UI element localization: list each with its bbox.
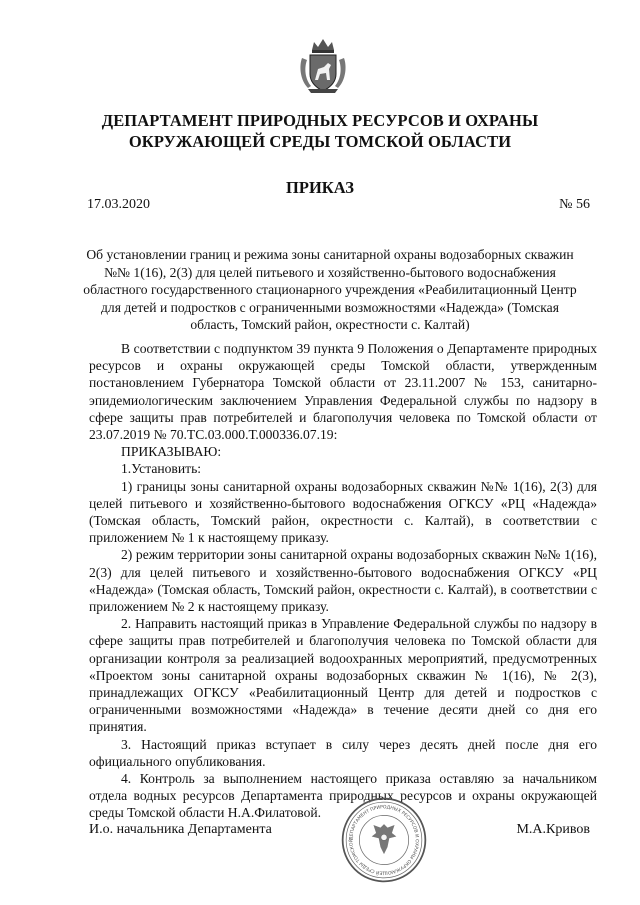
coat-of-arms-icon xyxy=(298,36,348,94)
intro-paragraph: В соответствии с подпунктом 39 пункта 9 Положения о Департаменте природных ресурсов и охраны окружающей среды Томской области, утвержденным постановлением Губернатора Томской области от 23.11.2007 № 153, санитарно-эпидемиологическим заключением Управления Федеральной службы по надзору в сфере защиты прав потребителей и благополучия человека по Томской области от 23.07.2019 № 70.ТС.03.000.Т.000336.07.19: xyxy=(89,341,597,443)
paragraph-4: 4. Контроль за выполнением настоящего приказа оставляю за начальником отдела водных ресурсов Департамента природных ресурсов и охраны окружающей среды Томской области Н.А.Филатовой. xyxy=(89,771,597,821)
signatory-title: И.о. начальника Департамента xyxy=(89,822,272,837)
seal-text: ДЕПАРТАМЕНТ ПРИРОДНЫХ РЕСУРСОВ И ОХРАНЫ ОКРУЖАЮЩЕЙ СРЕДЫ ТОМСКОЙ xyxy=(349,805,419,875)
department-name xyxy=(40,110,600,152)
order-title: ПРИКАЗ xyxy=(286,178,354,197)
paragraph-1: 1.Установить: xyxy=(121,461,202,477)
order-body xyxy=(89,340,597,822)
signatory-name: М.А.Кривов xyxy=(516,822,590,837)
department-name-line-1: ДЕПАРТАМЕНТ ПРИРОДНЫХ РЕСУРСОВ И ОХРАНЫ xyxy=(101,111,539,130)
paragraph-1-2: 2) режим территории зоны санитарной охраны водозаборных скважин №№ 1(16), 2(3) для целей питьевого и хозяйственно-бытового водоснабжения ОГКСУ «РЦ «Надежда» (Томская область, Томский район, окрестности с. Калтай), в соответствии с приложением № 2 к настоящему приказу. xyxy=(89,547,597,615)
order-subject: Об установлении границ и режима зоны санитарной охраны водозаборных скважин №№ 1(16), 2(3) для целей питьевого и хозяйственно-бытового водоснабжения областного государственного стационарного учреждения «Реабилитационный Центр для детей и подростков с ограниченными возможностями «Надежда» (Томская область, Томский район, окрестности с. Калтай) xyxy=(83,247,577,332)
official-seal-icon xyxy=(340,796,428,884)
department-name-line-2: ОКРУЖАЮЩЕЙ СРЕДЫ ТОМСКОЙ ОБЛАСТИ xyxy=(128,132,512,151)
order-date: 17.03.2020 xyxy=(87,197,150,212)
order-number: № 56 xyxy=(559,197,590,212)
prikazyvayu-label: ПРИКАЗЫВАЮ: xyxy=(121,444,222,460)
paragraph-2: 2. Направить настоящий приказ в Управление Федеральной службы по надзору в сфере защиты прав потребителей и благополучия человека по Томской области для организации контроля за реализацией водоохранных мероприятий, предусмотренных «Проектом зоны санитарной охраны водозаборных скважин № 1(16), № 2(3), принадлежащих ОГКСУ «Реабилитационный Центр для детей и подростков с ограниченными возможностями «Надежда» в течение десяти дней со дня его принятия. xyxy=(89,616,597,735)
paragraph-3: 3. Настоящий приказ вступает в силу через десять дней после дня его официального опубликования. xyxy=(89,736,597,769)
paragraph-1-1: 1) границы зоны санитарной охраны водозаборных скважин №№ 1(16), 2(3) для целей питьевого и хозяйственно-бытового водоснабжения ОГКСУ «РЦ «Надежда» (Томская область, Томский район, окрестности с. Калтай), в соответствии с приложением № 1 к настоящему приказу. xyxy=(89,478,597,546)
